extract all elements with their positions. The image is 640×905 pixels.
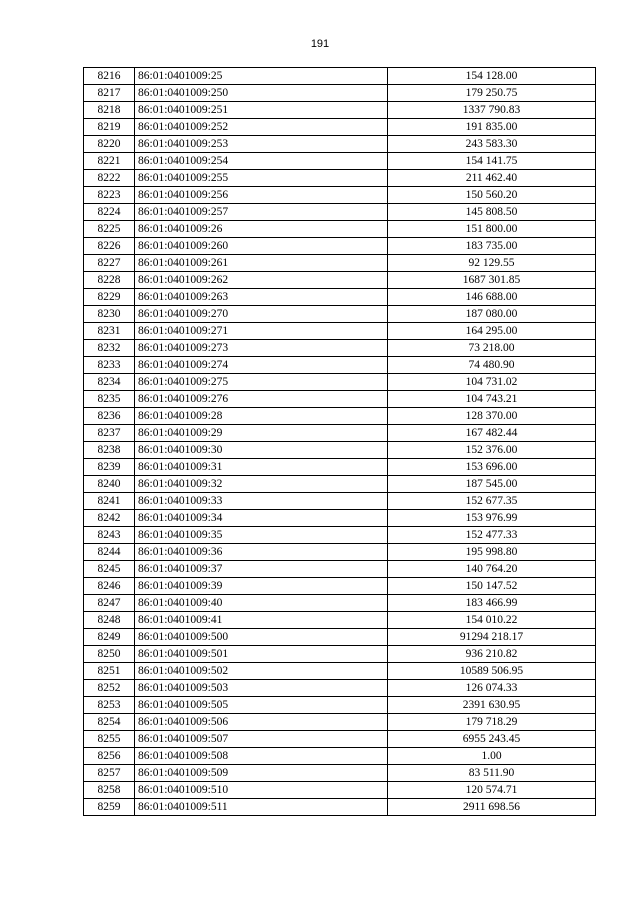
cadastral-number: 86:01:0401009:502 [135,663,388,680]
cadastral-value: 128 370.00 [388,408,596,425]
cadastral-number: 86:01:0401009:254 [135,153,388,170]
table-row [84,425,596,442]
cadastral-number: 86:01:0401009:37 [135,561,388,578]
cadastral-number: 86:01:0401009:263 [135,289,388,306]
cadastral-value: 191 835.00 [388,119,596,136]
table-row [84,340,596,357]
table-row [84,221,596,238]
table-row [84,697,596,714]
cadastral-value: 74 480.90 [388,357,596,374]
row-number: 8240 [84,476,135,493]
cadastral-number: 86:01:0401009:261 [135,255,388,272]
row-number: 8228 [84,272,135,289]
cadastral-value: 91294 218.17 [388,629,596,646]
table-row [84,323,596,340]
cadastral-number: 86:01:0401009:253 [135,136,388,153]
row-number: 8221 [84,153,135,170]
cadastral-value: 6955 243.45 [388,731,596,748]
cadastral-value: 1.00 [388,748,596,765]
table-row [84,187,596,204]
row-number: 8247 [84,595,135,612]
row-number: 8258 [84,782,135,799]
table-row [84,731,596,748]
cadastral-value: 2911 698.56 [388,799,596,816]
cadastral-value: 154 010.22 [388,612,596,629]
cadastral-value: 120 574.71 [388,782,596,799]
row-number: 8256 [84,748,135,765]
cadastral-number: 86:01:0401009:509 [135,765,388,782]
cadastral-value-table [83,67,596,816]
row-number: 8236 [84,408,135,425]
table-row [84,68,596,85]
table-row [84,493,596,510]
row-number: 8257 [84,765,135,782]
row-number: 8239 [84,459,135,476]
cadastral-value: 211 462.40 [388,170,596,187]
cadastral-value: 154 141.75 [388,153,596,170]
row-number: 8253 [84,697,135,714]
cadastral-number: 86:01:0401009:505 [135,697,388,714]
row-number: 8242 [84,510,135,527]
cadastral-value: 187 080.00 [388,306,596,323]
row-number: 8254 [84,714,135,731]
cadastral-number: 86:01:0401009:26 [135,221,388,238]
cadastral-value: 140 764.20 [388,561,596,578]
table-row [84,459,596,476]
row-number: 8220 [84,136,135,153]
row-number: 8230 [84,306,135,323]
cadastral-value: 153 976.99 [388,510,596,527]
row-number: 8248 [84,612,135,629]
table-row [84,544,596,561]
table-row [84,357,596,374]
row-number: 8249 [84,629,135,646]
row-number: 8231 [84,323,135,340]
row-number: 8241 [84,493,135,510]
table-row [84,272,596,289]
cadastral-value: 146 688.00 [388,289,596,306]
cadastral-value: 152 376.00 [388,442,596,459]
cadastral-value: 153 696.00 [388,459,596,476]
cadastral-number: 86:01:0401009:29 [135,425,388,442]
row-number: 8226 [84,238,135,255]
cadastral-value: 154 128.00 [388,68,596,85]
cadastral-number: 86:01:0401009:270 [135,306,388,323]
cadastral-number: 86:01:0401009:31 [135,459,388,476]
cadastral-value: 92 129.55 [388,255,596,272]
cadastral-number: 86:01:0401009:252 [135,119,388,136]
cadastral-number: 86:01:0401009:30 [135,442,388,459]
cadastral-value: 187 545.00 [388,476,596,493]
cadastral-value: 179 718.29 [388,714,596,731]
cadastral-value: 164 295.00 [388,323,596,340]
cadastral-number: 86:01:0401009:41 [135,612,388,629]
cadastral-number: 86:01:0401009:511 [135,799,388,816]
table-row [84,255,596,272]
table-row [84,527,596,544]
row-number: 8237 [84,425,135,442]
cadastral-number: 86:01:0401009:507 [135,731,388,748]
cadastral-value: 936 210.82 [388,646,596,663]
cadastral-number: 86:01:0401009:255 [135,170,388,187]
row-number: 8219 [84,119,135,136]
cadastral-value: 104 743.21 [388,391,596,408]
cadastral-number: 86:01:0401009:508 [135,748,388,765]
cadastral-value: 1687 301.85 [388,272,596,289]
table-row [84,680,596,697]
table-row [84,374,596,391]
cadastral-number: 86:01:0401009:501 [135,646,388,663]
table-row [84,612,596,629]
table-row [84,663,596,680]
row-number: 8225 [84,221,135,238]
cadastral-number: 86:01:0401009:273 [135,340,388,357]
cadastral-number: 86:01:0401009:250 [135,85,388,102]
cadastral-value: 152 677.35 [388,493,596,510]
table-row [84,391,596,408]
table-row [84,204,596,221]
table-row [84,102,596,119]
cadastral-number: 86:01:0401009:39 [135,578,388,595]
cadastral-number: 86:01:0401009:274 [135,357,388,374]
cadastral-number: 86:01:0401009:506 [135,714,388,731]
table-row [84,153,596,170]
cadastral-value: 183 735.00 [388,238,596,255]
cadastral-value: 243 583.30 [388,136,596,153]
row-number: 8251 [84,663,135,680]
cadastral-value: 167 482.44 [388,425,596,442]
cadastral-value: 10589 506.95 [388,663,596,680]
cadastral-number: 86:01:0401009:271 [135,323,388,340]
row-number: 8244 [84,544,135,561]
cadastral-value: 151 800.00 [388,221,596,238]
table-row [84,799,596,816]
row-number: 8223 [84,187,135,204]
row-number: 8216 [84,68,135,85]
table-row [84,238,596,255]
row-number: 8224 [84,204,135,221]
row-number: 8218 [84,102,135,119]
cadastral-number: 86:01:0401009:256 [135,187,388,204]
cadastral-number: 86:01:0401009:28 [135,408,388,425]
cadastral-value: 152 477.33 [388,527,596,544]
row-number: 8259 [84,799,135,816]
cadastral-number: 86:01:0401009:510 [135,782,388,799]
cadastral-number: 86:01:0401009:35 [135,527,388,544]
table-row [84,782,596,799]
table-row [84,646,596,663]
cadastral-value: 73 218.00 [388,340,596,357]
table-row [84,476,596,493]
table-row [84,765,596,782]
row-number: 8235 [84,391,135,408]
table-row [84,170,596,187]
table-row [84,119,596,136]
page-number: 191 [310,38,330,50]
row-number: 8245 [84,561,135,578]
cadastral-value: 104 731.02 [388,374,596,391]
cadastral-value: 150 147.52 [388,578,596,595]
table-body [84,68,596,816]
cadastral-number: 86:01:0401009:251 [135,102,388,119]
cadastral-value: 126 074.33 [388,680,596,697]
cadastral-number: 86:01:0401009:257 [135,204,388,221]
row-number: 8217 [84,85,135,102]
cadastral-number: 86:01:0401009:32 [135,476,388,493]
table-row [84,442,596,459]
table-row [84,629,596,646]
row-number: 8234 [84,374,135,391]
cadastral-value: 1337 790.83 [388,102,596,119]
cadastral-value: 179 250.75 [388,85,596,102]
table-row [84,306,596,323]
cadastral-value: 83 511.90 [388,765,596,782]
table-row [84,714,596,731]
table-row [84,578,596,595]
row-number: 8227 [84,255,135,272]
row-number: 8246 [84,578,135,595]
row-number: 8255 [84,731,135,748]
cadastral-number: 86:01:0401009:25 [135,68,388,85]
cadastral-value: 2391 630.95 [388,697,596,714]
table-row [84,748,596,765]
cadastral-value: 145 808.50 [388,204,596,221]
table-row [84,408,596,425]
cadastral-number: 86:01:0401009:40 [135,595,388,612]
cadastral-number: 86:01:0401009:503 [135,680,388,697]
table-row [84,510,596,527]
row-number: 8222 [84,170,135,187]
cadastral-value: 183 466.99 [388,595,596,612]
table-row [84,289,596,306]
cadastral-value: 150 560.20 [388,187,596,204]
row-number: 8229 [84,289,135,306]
cadastral-value: 195 998.80 [388,544,596,561]
cadastral-number: 86:01:0401009:260 [135,238,388,255]
cadastral-number: 86:01:0401009:36 [135,544,388,561]
row-number: 8252 [84,680,135,697]
cadastral-number: 86:01:0401009:276 [135,391,388,408]
table-row [84,561,596,578]
table-row [84,595,596,612]
row-number: 8238 [84,442,135,459]
cadastral-number: 86:01:0401009:34 [135,510,388,527]
row-number: 8232 [84,340,135,357]
table-row [84,136,596,153]
table-row [84,85,596,102]
row-number: 8250 [84,646,135,663]
cadastral-number: 86:01:0401009:262 [135,272,388,289]
cadastral-number: 86:01:0401009:33 [135,493,388,510]
row-number: 8243 [84,527,135,544]
cadastral-number: 86:01:0401009:500 [135,629,388,646]
cadastral-number: 86:01:0401009:275 [135,374,388,391]
row-number: 8233 [84,357,135,374]
